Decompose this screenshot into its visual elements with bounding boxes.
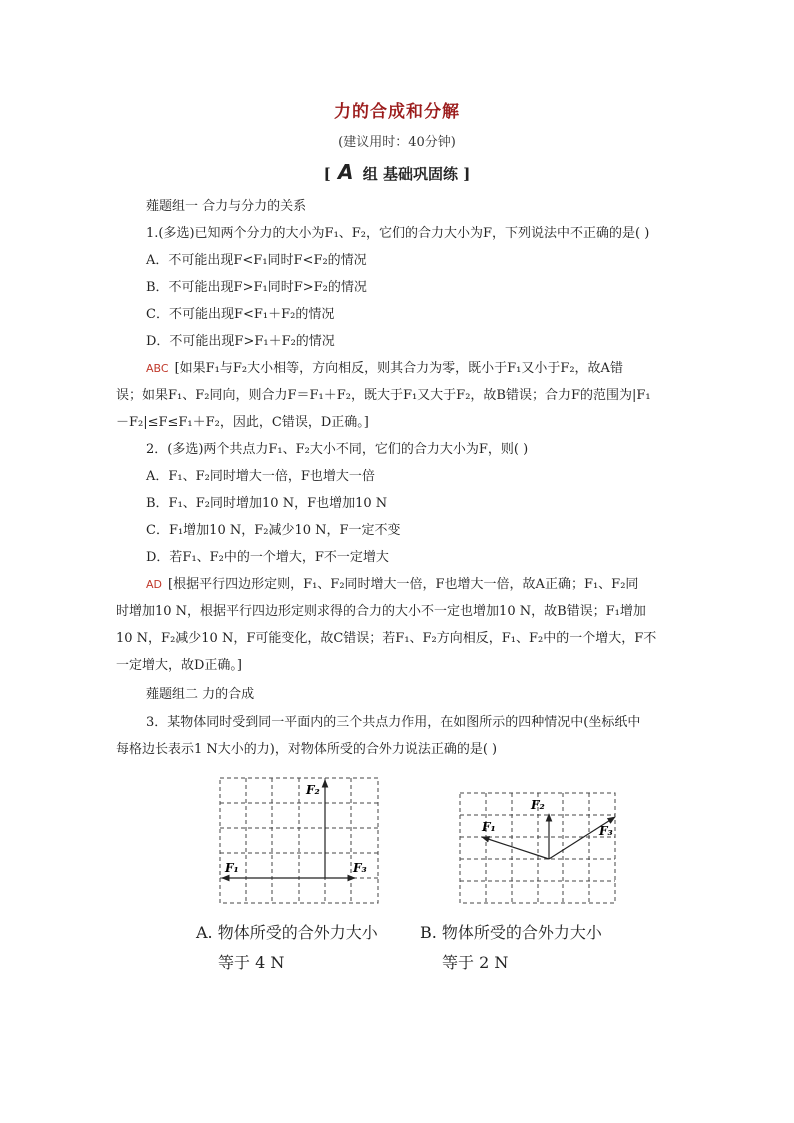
group-bracket-open: [ — [323, 165, 331, 183]
question-2-option-c: C．F₁增加10 N，F₂减少10 N，F一定不变 — [146, 523, 401, 538]
question-1-explanation: [如果F₁与F₂大小相等，方向相反，则其合力为零，既小于F₁又小于F₂，故A错 — [174, 361, 623, 376]
question-1-answer-line — [146, 360, 623, 378]
question-2-option-a: A．F₁、F₂同时增大一倍，F也增大一倍 — [146, 469, 375, 484]
grid-a — [220, 778, 378, 903]
question-2-stem: 2．(多选)两个共点力F₁、F₂大小不同，它们的合力大小为F，则( ) — [146, 442, 529, 457]
question-2-option-d: D．若F₁、F₂中的一个增大，F不一定增大 — [146, 550, 389, 565]
question-1-stem: 1.(多选)已知两个分力的大小为F₁、F₂，它们的合力大小为F，下列说法中不正确的是( ) — [146, 226, 650, 241]
question-1-explanation-2: 误；如果F₁、F₂同向，则合力F＝F₁＋F₂，既大于F₁又大于F₂，故B错误；合力F的范围为|F₁ — [116, 388, 651, 403]
option-a-caption-1: A. 物体所受的合外力大小 — [196, 923, 378, 942]
page-title: 力的合成和分解 — [334, 102, 460, 122]
question-1-option-c: C．不可能出现F<F₁＋F₂的情况 — [146, 307, 335, 322]
force-diagram-a — [215, 772, 385, 912]
label-f3: F₃ — [353, 861, 367, 875]
force-f1-arrow-b — [482, 837, 549, 859]
suggested-time: (建议用时：40分钟) — [338, 135, 456, 150]
question-2-explanation: [根据平行四边形定则，F₁、F₂同时增大一倍，F也增大一倍，故A正确；F₁、F₂同 — [168, 577, 639, 592]
question-2-explanation-4: 一定增大，故D正确。] — [116, 658, 242, 673]
section-heading-1: 薤题组一 合力与分力的关系 — [146, 199, 307, 214]
force-diagram-b — [455, 787, 620, 912]
option-b-caption-2: 等于 2 N — [442, 953, 509, 972]
group-bracket-close: ] — [463, 165, 471, 183]
question-2-option-b: B．F₁、F₂同时增加10 N，F也增加10 N — [146, 496, 388, 511]
label-f3-b: F₃ — [599, 824, 613, 838]
question-2-answer-key: AD — [146, 578, 162, 591]
option-a-caption-2: 等于 4 N — [218, 953, 285, 972]
question-1-option-b: B．不可能出现F>F₁同时F>F₂的情况 — [146, 280, 367, 295]
question-2-answer-line — [146, 576, 638, 594]
label-f1: F₁ — [225, 861, 239, 875]
question-1-option-d: D．不可能出现F>F₁＋F₂的情况 — [146, 334, 335, 349]
group-letter: A — [338, 160, 354, 184]
question-3-stem-1: 3．某物体同时受到同一平面内的三个共点力作用，在如图所示的四种情况中(坐标纸中 — [146, 715, 641, 730]
option-b-caption-1: B. 物体所受的合外力大小 — [420, 923, 602, 942]
question-3-stem-2: 每格边长表示1 N大小的力)，对物体所受的合外力说法正确的是( ) — [116, 742, 498, 757]
label-f2-b: F₂ — [531, 798, 545, 812]
question-1-option-a: A．不可能出现F<F₁同时F<F₂的情况 — [146, 253, 367, 268]
label-f1-b: F₁ — [482, 820, 496, 834]
question-1-answer-key: ABC — [146, 362, 169, 375]
section-heading-2: 薤题组二 力的合成 — [146, 687, 255, 702]
question-1-explanation-3: －F₂|≤F≤F₁＋F₂，因此，C错误，D正确。] — [116, 415, 369, 430]
group-label: 组 基础巩固练 — [362, 165, 458, 183]
question-2-explanation-3: 10 N，F₂减少10 N，F可能变化，故C错误；若F₁、F₂方向相反，F₁、F₂中的一个增大，F不 — [116, 631, 657, 646]
group-header — [0, 160, 794, 184]
question-2-explanation-2: 时增加10 N，根据平行四边形定则求得的合力的大小不一定也增加10 N，故B错误；F₁增加 — [116, 604, 646, 619]
label-f2: F₂ — [306, 783, 320, 797]
